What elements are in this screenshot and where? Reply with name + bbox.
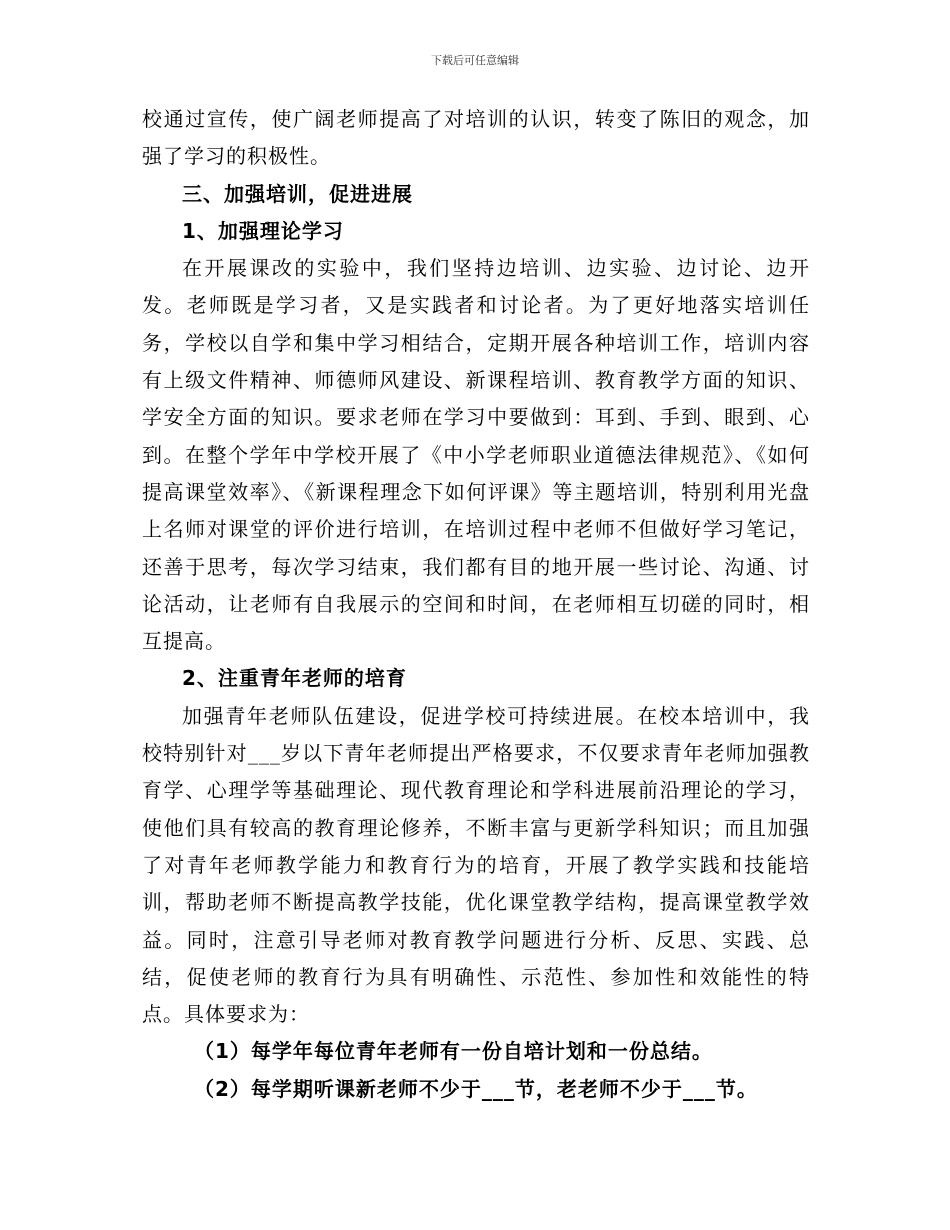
- subheading-2: 2、注重青年老师的培育: [182, 666, 407, 691]
- requirement-item-1: （1）每学年每位青年老师有一份自培计划和一份总结。: [194, 1039, 713, 1064]
- requirement-item-2: （2）每学期听课新老师不少于___节，老老师不少于___节。: [194, 1076, 758, 1101]
- header-note: 下载后可任意编辑: [431, 54, 519, 67]
- section-heading-3: 三、加强培训，促进进展: [182, 181, 413, 206]
- paragraph-continuation: 校通过宣传，使广阔老师提高了对培训的认识，转变了陈旧的观念，加强了学习的积极性。: [142, 107, 810, 169]
- subheading-1: 1、加强理论学习: [182, 218, 344, 243]
- document-body: [142, 101, 810, 1108]
- paragraph-theory-study: 在开展课改的实验中，我们坚持边培训、边实验、边讨论、边开发。老师既是学习者，又是实践者和讨论者。为了更好地落实培训任务，学校以自学和集中学习相结合，定期开展各种培训工作，培训内容有上级文件精神、师德师风建设、新课程培训、教育教学方面的知识、学安全方面的知识。要求老师在学习中要做到：耳到、手到、眼到、心到。在整个学年中学校开展了《中小学老师职业道德法律规范》、《如何提高课堂效率》、《新课程理念下如何评课》等主题培训，特别利用光盘上名师对课堂的评价进行培训，在培训过程中老师不但做好学习笔记，还善于思考，每次学习结束，我们都有目的地开展一些讨论、沟通、讨论活动，让老师有自我展示的空间和时间，在老师相互切磋的同时，相互提高。: [142, 256, 810, 654]
- paragraph-young-teachers: 加强青年老师队伍建设，促进学校可持续进展。在校本培训中，我校特别针对___岁以下青年老师提出严格要求，不仅要求青年老师加强教育学、心理学等基础理论、现代教育理论和学科进展前沿理论的学习，使他们具有较高的教育理论修养，不断丰富与更新学科知识；而且加强了对青年老师教学能力和教育行为的培育，开展了教学实践和技能培训，帮助老师不断提高教学技能，优化课堂教学结构，提高课堂教学效益。同时，注意引导老师对教育教学问题进行分析、反思、实践、总结，促使老师的教育行为具有明确性、示范性、参加性和效能性的特点。具体要求为：: [142, 703, 810, 1027]
